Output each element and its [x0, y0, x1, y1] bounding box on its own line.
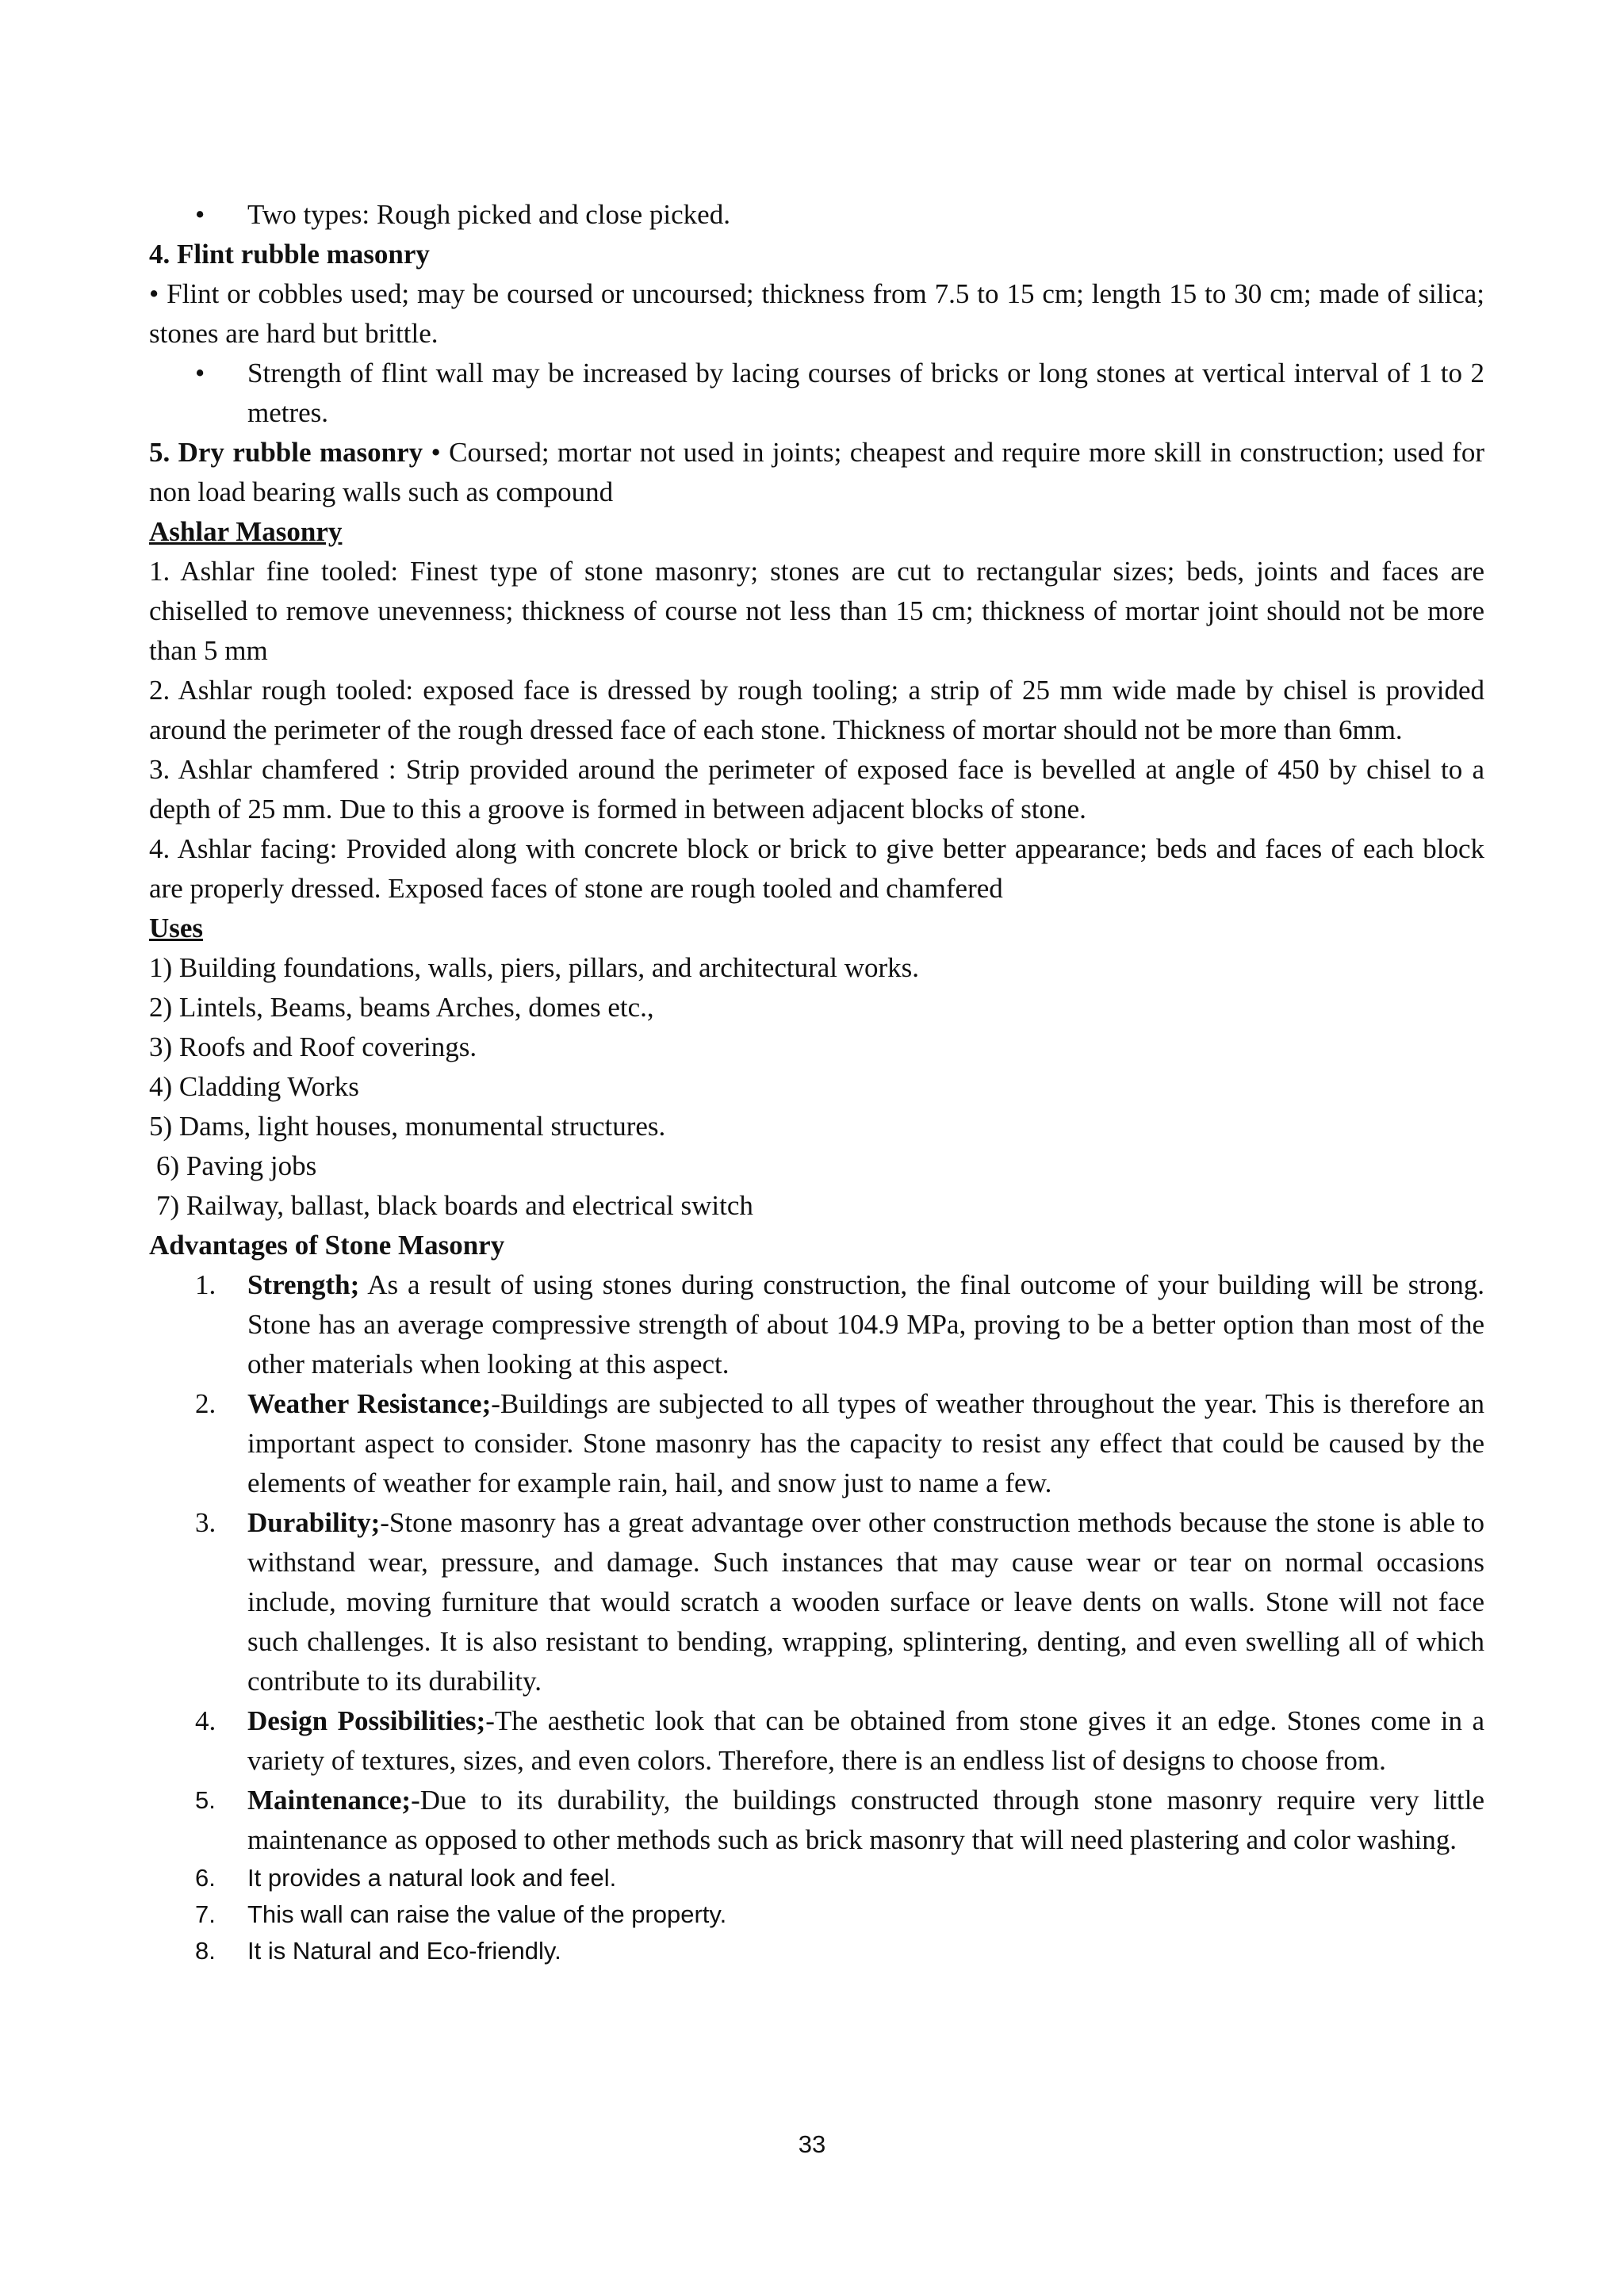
- advantage-item: [149, 1896, 1484, 1933]
- uses-item: 6) Paving jobs: [156, 1150, 317, 1181]
- page-number: 33: [798, 2130, 826, 2158]
- dry-rubble-text: • Coursed; mortar not used in joints; cheapest and require more skill in construction; used for non load bearing walls such as compound: [149, 437, 1484, 507]
- item-text: [247, 1781, 1484, 1860]
- uses-item: 1) Building foundations, walls, piers, pillars, and architectural works.: [149, 952, 920, 983]
- paragraph-dry-rubble: [149, 433, 1484, 512]
- item-body: -The aesthetic look that can be obtained from stone gives it an edge. Stones come in a variety of textures, sizes, and even colors. Therefore, there is an endless list of designs to choose from.: [247, 1705, 1484, 1776]
- item-title: Strength;: [247, 1269, 360, 1300]
- item-title: Weather Resistance;: [247, 1388, 492, 1419]
- item-number: 1.: [195, 1269, 216, 1300]
- uses-item: 7) Railway, ballast, black boards and electrical switch: [156, 1190, 753, 1221]
- ashlar-item: 1. Ashlar fine tooled: Finest type of stone masonry; stones are cut to rectangular sizes; beds, joints and faces are chiselled to remove unevenness; thickness of course not less than 15 cm; thickness of mortar joint should not be more than 5 mm: [149, 556, 1484, 666]
- advantage-item: [149, 1503, 1484, 1701]
- item-text: [247, 1701, 1484, 1781]
- advantage-item: [149, 1701, 1484, 1781]
- item-body: As a result of using stones during construction, the final outcome of your building will be strong. Stone has an average compressive strength of about 104.9 MPa, proving to be a better option than most of the other materials when looking at this aspect.: [247, 1269, 1484, 1380]
- bullet-text: Strength of flint wall may be increased by lacing courses of bricks or long stones at vertical interval of 1 to 2 metres.: [247, 358, 1484, 428]
- item-text: [247, 1265, 1484, 1384]
- section-heading-dry-rubble: 5. Dry rubble masonry: [149, 437, 423, 468]
- uses-item: 5) Dams, light houses, monumental structures.: [149, 1111, 666, 1142]
- item-title: Design Possibilities;: [247, 1705, 486, 1736]
- page-content: [149, 195, 1484, 1969]
- item-text: It provides a natural look and feel.: [247, 1864, 617, 1892]
- item-text: It is Natural and Eco-friendly.: [247, 1937, 561, 1965]
- section-heading-ashlar: Ashlar Masonry: [149, 516, 343, 547]
- item-number: 4.: [195, 1705, 216, 1736]
- item-text: [247, 1384, 1484, 1503]
- advantage-item: [149, 1781, 1484, 1860]
- item-title: Durability;: [247, 1507, 381, 1538]
- advantage-item: [149, 1384, 1484, 1503]
- item-body: -Stone masonry has a great advantage over other construction methods because the stone is able to withstand wear, pressure, and damage. Such instances that may cause wear or tear on normal occasions include, moving furniture that would scratch a wooden surface or leave dents on walls. Stone will not face such challenges. It is also resistant to bending, wrapping, splintering, denting, and even swelling all of which contribute to its durability.: [247, 1507, 1484, 1697]
- item-number: 3.: [195, 1507, 216, 1538]
- item-number: 2.: [195, 1388, 216, 1419]
- uses-item: 4) Cladding Works: [149, 1071, 359, 1102]
- section-heading-uses: Uses: [149, 913, 204, 943]
- ashlar-item: 4. Ashlar facing: Provided along with concrete block or brick to give better appearance; beds and faces of each block are properly dressed. Exposed faces of stone are rough tooled and chamfered: [149, 833, 1484, 904]
- bullet-item: [149, 195, 1484, 235]
- item-text: [247, 1503, 1484, 1701]
- bullet-marker: •: [195, 358, 205, 388]
- item-number: 7.: [195, 1900, 216, 1928]
- item-body: -Buildings are subjected to all types of weather throughout the year. This is therefore an important aspect to consider. Stone masonry has the capacity to resist any effect that could be caused by the elements of weather for example rain, hail, and snow just to name a few.: [247, 1388, 1484, 1498]
- bullet-item: [149, 354, 1484, 433]
- bullet-text: Two types: Rough picked and close picked.: [247, 199, 730, 230]
- ashlar-item: 2. Ashlar rough tooled: exposed face is dressed by rough tooling; a strip of 25 mm wide made by chisel is provided around the perimeter of the rough dressed face of each stone. Thickness of mortar should not be more than 6mm.: [149, 675, 1484, 745]
- item-number: 5.: [195, 1786, 216, 1814]
- advantage-item: [149, 1933, 1484, 1969]
- bullet-marker: •: [195, 199, 205, 230]
- item-body: -Due to its durability, the buildings constructed through stone masonry require very little maintenance as opposed to other methods such as brick masonry that will need plastering and color washing.: [247, 1785, 1484, 1855]
- section-heading-flint: 4. Flint rubble masonry: [149, 239, 430, 270]
- item-number: 6.: [195, 1864, 216, 1892]
- advantage-item: [149, 1860, 1484, 1896]
- item-text: This wall can raise the value of the property.: [247, 1900, 727, 1928]
- item-number: 8.: [195, 1937, 216, 1965]
- paragraph-flint: • Flint or cobbles used; may be coursed or uncoursed; thickness from 7.5 to 15 cm; length 15 to 30 cm; made of silica; stones are hard but brittle.: [149, 278, 1484, 349]
- item-title: Maintenance;: [247, 1785, 412, 1816]
- section-heading-advantages: Advantages of Stone Masonry: [149, 1230, 505, 1261]
- uses-item: 3) Roofs and Roof coverings.: [149, 1031, 477, 1062]
- uses-item: 2) Lintels, Beams, beams Arches, domes etc.,: [149, 992, 654, 1023]
- advantage-item: [149, 1265, 1484, 1384]
- ashlar-item: 3. Ashlar chamfered : Strip provided around the perimeter of exposed face is bevelled at angle of 450 by chisel to a depth of 25 mm. Due to this a groove is formed in between adjacent blocks of stone.: [149, 754, 1484, 825]
